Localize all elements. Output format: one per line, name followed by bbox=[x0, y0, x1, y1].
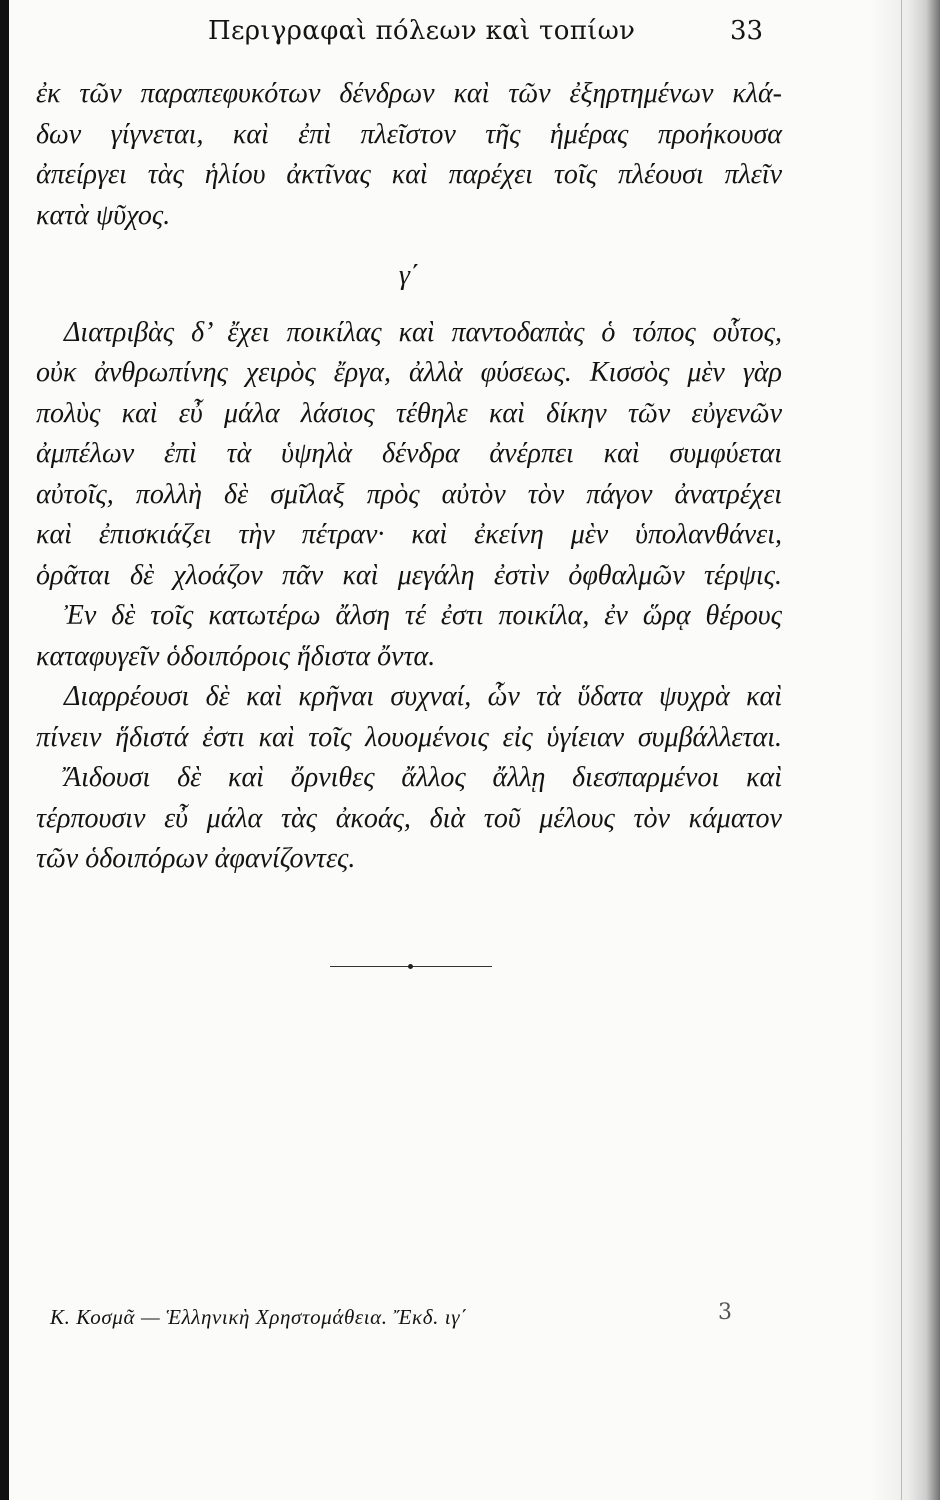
separator-dot bbox=[408, 964, 413, 969]
text-line: καταφυγεῖν ὁδοιπόροις ἥδιστα ὄντα. bbox=[36, 640, 436, 672]
running-head bbox=[0, 14, 870, 54]
text-line: τῶν ὁδοιπόρων ἀφανίζοντες. bbox=[36, 843, 356, 874]
text-line: δων γίγνεται, καὶ ἐπὶ πλεῖστον τῆς ἡμέρας προήκουσα bbox=[36, 118, 782, 150]
text-line: κατὰ ψῦχος. bbox=[36, 199, 171, 231]
text-line: Διαρρέουσι δὲ καὶ κρῆναι συχναί, ὧν τὰ ὕδατα ψυχρὰ καὶ bbox=[64, 681, 782, 712]
page-number: 33 bbox=[730, 16, 764, 46]
text-line: ὁρᾶται δὲ χλοάζον πᾶν καὶ μεγάλη ἐστὶν ὀφθαλμῶν τέρψις. bbox=[36, 559, 782, 591]
section-number: γ΄ bbox=[398, 260, 420, 291]
text-line: ἐκ τῶν παραπεφυκότων δένδρων καὶ τῶν ἐξηρτημένων κλά- bbox=[36, 78, 782, 109]
text-line: Διατριβὰς δ’ ἔχει ποικίλας καὶ παντοδαπὰς ὁ τόπος οὗτος, bbox=[64, 316, 782, 348]
text-line: αὐτοῖς, πολλὴ δὲ σμῖλαξ πρὸς αὐτὸν τὸν πάγον ἀνατρέχει bbox=[36, 478, 782, 510]
text-line: τέρπουσιν εὖ μάλα τὰς ἀκοάς, διὰ τοῦ μέλους τὸν κάματον bbox=[36, 802, 782, 834]
footer-credit: Κ. Κοσμᾶ — Ἑλληνικὴ Χρηστομάθεια. Ἔκδ. ιγ΄ bbox=[50, 1305, 468, 1329]
text-line: ἀμπέλων ἐπὶ τὰ ὑψηλὰ δένδρα ἀνέρπει καὶ συμφύεται bbox=[36, 438, 782, 469]
body-text bbox=[36, 74, 782, 880]
text-line: Ἄιδουσι δὲ καὶ ὄρνιθες ἄλλος ἄλλῃ διεσπαρμένοι καὶ bbox=[64, 762, 782, 793]
text-line: ἀπείργει τὰς ἡλίου ἀκτῖνας καὶ παρέχει τοῖς πλέουσι πλεῖν bbox=[36, 159, 782, 190]
page-fold-shadow bbox=[870, 0, 940, 1500]
signature-mark: 3 bbox=[718, 1300, 732, 1325]
scan-left-border bbox=[0, 0, 9, 1500]
text-line: πολὺς καὶ εὖ μάλα λάσιος τέθηλε καὶ δίκην τῶν εὐγενῶν bbox=[36, 397, 782, 429]
text-line: Ἐν δὲ τοῖς κατωτέρω ἄλση τέ ἐστι ποικίλα, ἐν ὥρᾳ θέρους bbox=[64, 600, 782, 631]
text-line: οὐκ ἀνθρωπίνης χειρὸς ἔργα, ἀλλὰ φύσεως. Κισσὸς μὲν γὰρ bbox=[36, 357, 782, 388]
text-line: καὶ ἐπισκιάζει τὴν πέτραν· καὶ ἐκείνη μὲν ὑπολανθάνει, bbox=[36, 519, 782, 550]
running-title: Περιγραφαὶ πόλεων καὶ τοπίων bbox=[208, 16, 636, 46]
page-fold-line bbox=[901, 0, 902, 1500]
text-line: πίνειν ἥδιστά ἐστι καὶ τοῖς λουομένοις εἰς ὑγίειαν συμβάλλεται. bbox=[36, 721, 782, 753]
